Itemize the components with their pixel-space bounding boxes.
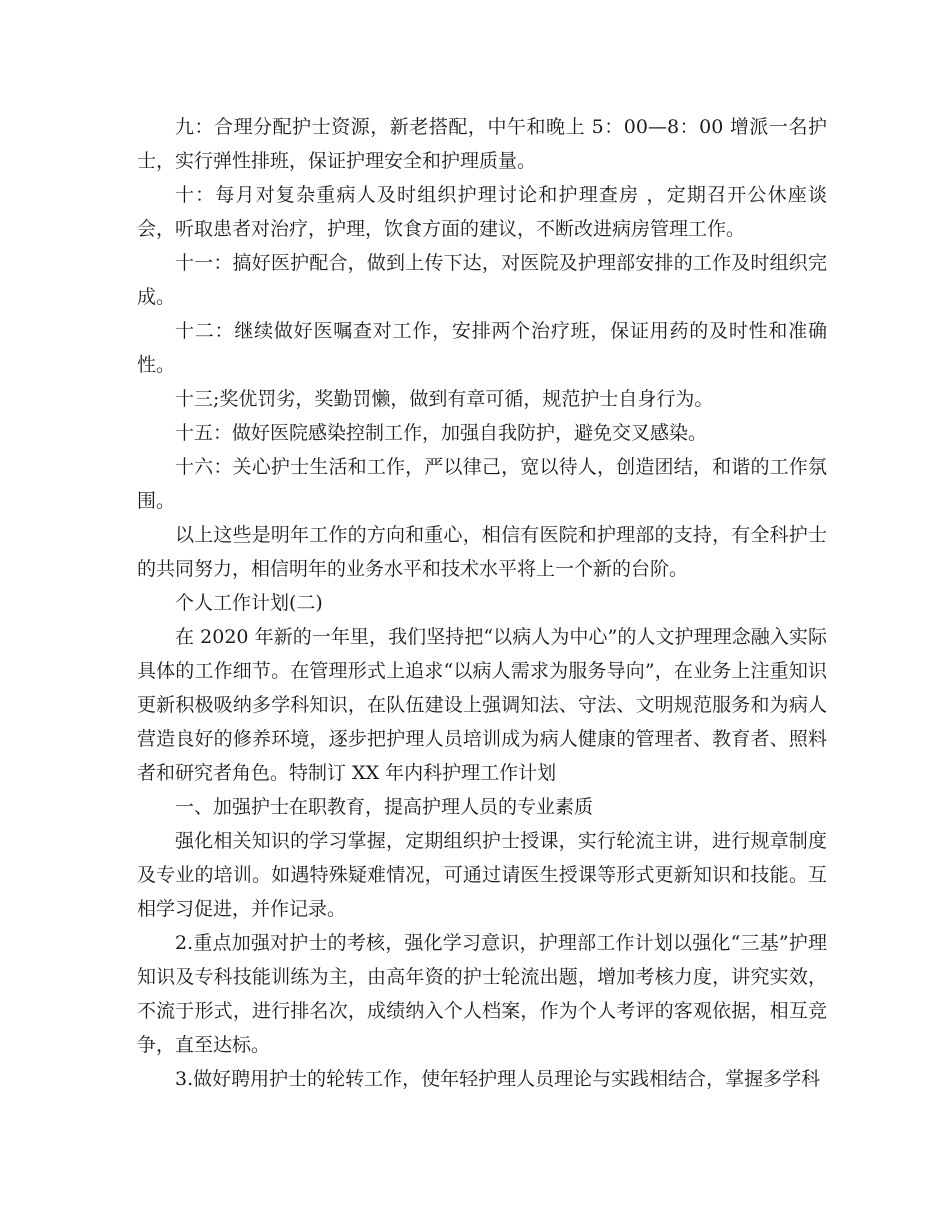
paragraph-item-10: 十：每月对复杂重病人及时组织护理讨论和护理查房 ，定期召开公休座谈会，听取患者对治疗，护理，饮食方面的建议，不断改进病房管理工作。: [137, 184, 827, 240]
closing-paragraph: 以上这些是明年工作的方向和重心，相信有医院和护理部的支持，有全科护士的共同努力，相信明年的业务水平和技术水平将上一个新的台阶。: [137, 524, 827, 580]
section-heading-1: 一、加强护士在职教育，提高护理人员的专业素质: [175, 796, 594, 818]
document-body: [137, 110, 827, 1096]
paragraph-item-15: 十五：做好医院感染控制工作，加强自我防护，避免交叉感染。: [175, 422, 708, 444]
paragraph-item-16: 十六：关心护士生活和工作，严以律己，宽以待人，创造团结，和谐的工作氛围。: [137, 456, 827, 512]
paragraph-item-12: 十二：继续做好医嘱查对工作，安排两个治疗班，保证用药的及时性和准确性。: [137, 320, 827, 376]
section-title: 个人工作计划(二): [175, 592, 323, 614]
intro-paragraph: 在 2020 年新的一年里，我们坚持把“以病人为中心”的人文护理理念融入实际具体的工作细节。在管理形式上追求“以病人需求为服务导向”，在业务上注重知识更新积极吸纳多学科知识，在队伍建设上强调知法、守法、文明规范服务和为病人营造良好的修养环境，逐步把护理人员培训成为病人健康的管理者、教育者、照料者和研究者角色。特制订 XX 年内科护理工作计划: [137, 626, 827, 784]
list-item-3: 3.做好聘用护士的轮转工作，使年轻护理人员理论与实践相结合，掌握多学科: [175, 1068, 821, 1090]
paragraph-item-11: 十一：搞好医护配合，做到上传下达，对医院及护理部安排的工作及时组织完成。: [137, 252, 827, 308]
list-item-2: 2.重点加强对护士的考核，强化学习意识，护理部工作计划以强化“三基”护理知识及专科技能训练为主，由高年资的护士轮流出题，增加考核力度，讲究实效，不流于形式，进行排名次，成绩纳入个人档案，作为个人考评的客观依据，相互竞争，直至达标。: [137, 932, 827, 1056]
body-paragraph: 强化相关知识的学习掌握，定期组织护士授课，实行轮流主讲，进行规章制度及专业的培训。如遇特殊疑难情况，可通过请医生授课等形式更新知识和技能。互相学习促进，并作记录。: [137, 830, 827, 920]
paragraph-item-13: 十三;奖优罚劣，奖勤罚懒，做到有章可循，规范护士自身行为。: [175, 388, 714, 410]
paragraph-item-9: 九：合理分配护士资源，新老搭配，中午和晚上 5：00—8：00 增派一名护士，实行弹性排班，保证护理安全和护理质量。: [137, 116, 827, 172]
